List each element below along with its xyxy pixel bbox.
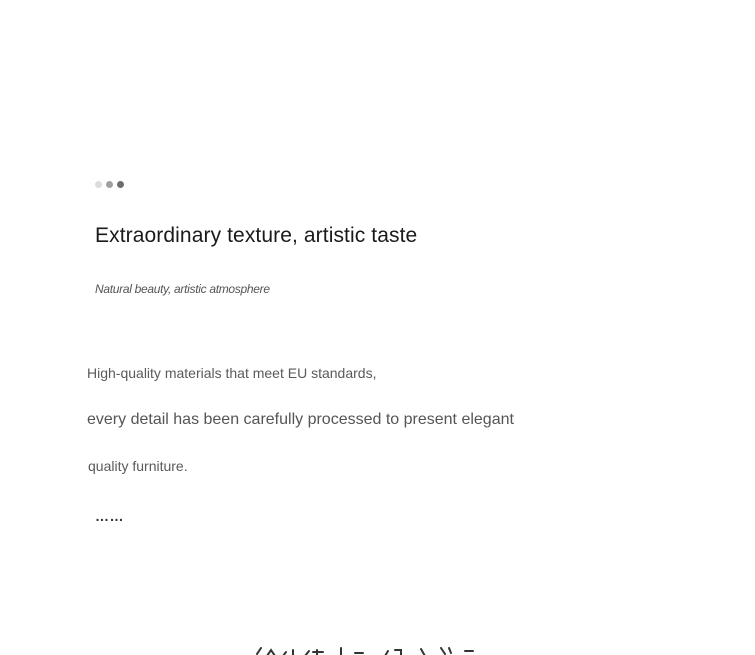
- page-title: Extraordinary texture, artistic taste: [95, 224, 418, 247]
- body-text-line-3: quality furniture.: [88, 458, 188, 474]
- page-subtitle: Natural beauty, artistic atmosphere: [95, 282, 270, 296]
- cropped-heading-fragment: [245, 643, 485, 655]
- three-dots-icon: [95, 181, 124, 188]
- dot-dark: [117, 181, 124, 188]
- body-text-line-2: every detail has been carefully processed to present elegant: [87, 411, 514, 428]
- ellipsis-text: ……: [95, 508, 124, 524]
- dot-light: [95, 181, 102, 188]
- body-text-line-1: High-quality materials that meet EU standards,: [87, 365, 377, 381]
- dot-medium: [106, 181, 113, 188]
